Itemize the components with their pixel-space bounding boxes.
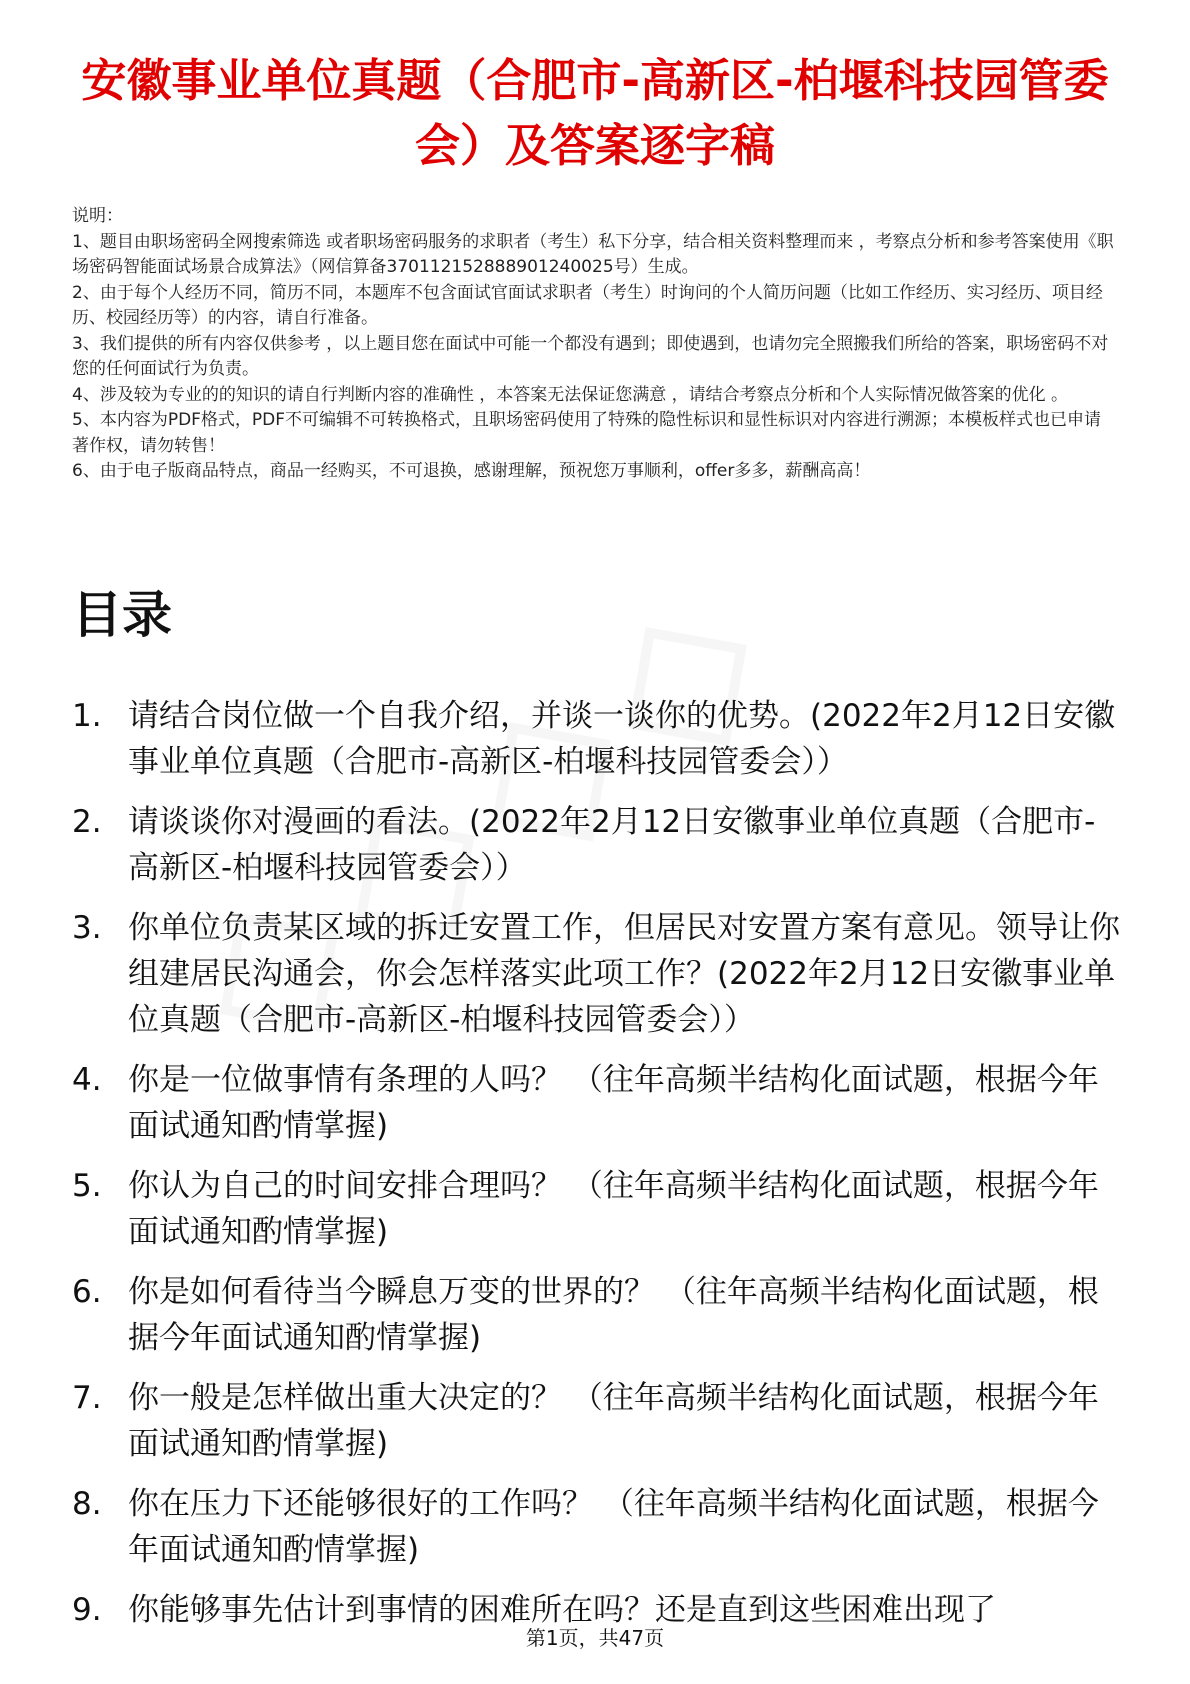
toc-item-text: 请结合岗位做一个自我介绍，并谈一谈你的优势。(2022年2月12日安徽事业单位真题（合肥市-高新区-柏堰科技园管委会）） [128,698,1116,780]
notes-item: 3、我们提供的所有内容仅供参考 ，以上题目您在面试中可能一个都没有遇到；即使遇到，也请勿完全照搬我们所给的答案，职场密码不对您的任何面试行为负责。 [72,333,1109,379]
notes-item: 2、由于每个人经历不同，简历不同，本题库不包含面试官面试求职者（考生）时询问的个人简历问题（比如工作经历、实习经历、项目经历、校园经历等）的内容，请自行准备。 [72,282,1103,328]
toc-item-number: 6. [72,1274,102,1310]
toc-item-text: 你一般是怎样做出重大决定的？ （往年高频半结构化面试题，根据今年面试通知酌情掌握) [128,1380,1099,1462]
notes-item: 6、由于电子版商品特点，商品一经购买，不可退换，感谢理解，预祝您万事顺利，offer多多，薪酬高高！ [72,461,871,481]
toc-item[interactable] [72,1481,1122,1573]
toc-item-text: 请谈谈你对漫画的看法。(2022年2月12日安徽事业单位真题（合肥市-高新区-柏堰科技园管委会）） [128,804,1096,886]
page-footer: 第1页，共47页 [525,1626,665,1650]
notes-item: 4、涉及较为专业的的知识的请自行判断内容的准确性 ，本答案无法保证您满意 ，请结合考察点分析和个人实际情况做答案的优化 。 [72,384,1069,405]
toc-item-text: 你单位负责某区域的拆迁安置工作，但居民对安置方案有意见。领导让你组建居民沟通会，你会怎样落实此项工作？(2022年2月12日安徽事业单位真题（合肥市-高新区-柏堰科技园管委会）） [128,910,1120,1038]
notes-item: 1、题目由职场密码全网搜索筛选 或者职场密码服务的求职者（考生）私下分享，结合相关资料整理而来 ，考察点分析和参考答案使用《职场密码智能面试场景合成算法》（网信算备370112152888901240025号）生成。 [72,231,1114,277]
toc-item-text: 你在压力下还能够很好的工作吗？ （往年高频半结构化面试题，根据今年面试通知酌情掌握) [128,1486,1099,1568]
notes-item: 5、本内容为PDF格式，PDF不可编辑不可转换格式，且职场密码使用了特殊的隐性标识和显性标识对内容进行溯源；本模板样式也已申请著作权，请勿转售！ [72,410,1102,456]
toc-item[interactable] [72,693,1122,785]
toc-item[interactable] [72,1057,1122,1149]
toc-item-text: 你是一位做事情有条理的人吗？ （往年高频半结构化面试题，根据今年面试通知酌情掌握) [128,1062,1099,1144]
toc-item-text: 你是如何看待当今瞬息万变的世界的？ （往年高频半结构化面试题，根据今年面试通知酌情掌握) [128,1274,1099,1356]
toc-item-number: 9. [72,1592,102,1628]
toc-item-text: 你能够事先估计到事情的困难所在吗？还是直到这些困难出现了 [128,1592,996,1628]
toc-item-number: 7. [72,1380,102,1416]
toc-heading: 目录 [72,586,172,644]
notes-section [72,204,1117,485]
toc-item-number: 2. [72,804,102,840]
toc-item[interactable] [72,1163,1122,1255]
toc-item-number: 1. [72,698,102,734]
toc-item-number: 4. [72,1062,102,1098]
toc-item-text: 你认为自己的时间安排合理吗？ （往年高频半结构化面试题，根据今年面试通知酌情掌握) [128,1168,1099,1250]
document-title: 安徽事业单位真题（合肥市-高新区-柏堰科技园管委会）及答案逐字稿 [81,54,1109,172]
toc-item-number: 3. [72,910,102,946]
toc-item[interactable] [72,1375,1122,1467]
toc-list [72,693,1122,1647]
toc-item[interactable] [72,905,1122,1043]
toc-item-number: 5. [72,1168,102,1204]
toc-item[interactable] [72,799,1122,891]
toc-item-number: 8. [72,1486,102,1522]
toc-item[interactable] [72,1269,1122,1361]
notes-heading: 说明： [72,206,123,226]
